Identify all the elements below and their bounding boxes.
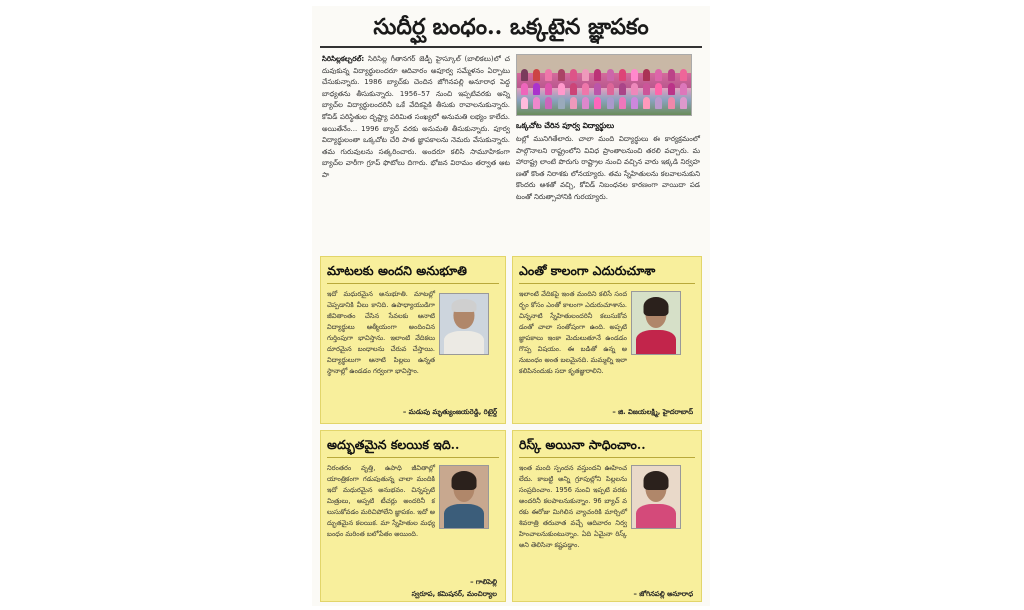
quote-box-4: [512, 430, 702, 602]
portrait-hair: [452, 471, 477, 490]
photo-row-back: [521, 69, 687, 81]
quote-box-rule: [519, 283, 695, 284]
quote-box-text: నిరంతరం వృత్తి, ఉపాధి జీవితాల్లో యాంత్రికంగా గడుపుతున్న చాలా మందికి ఇదో మధురమైన అనుభవం. చిన్నప్పటి మిత్రులు, అప్పటి టీచర్లు అందరినీ కలుసుకోవడం మరిచిపోలేని జ్ఞాపకం. ఇదో అద్భుతమైన కలయిక. మా స్నేహితుల మధ్య బంధం మరింత బలోపేతం అయింది.: [327, 464, 435, 538]
quote-box-rule: [327, 457, 499, 458]
quote-box-text: ఇలాంటి వేదికపై ఇంత మందిని కలిసే సందర్భం కోసం ఎంతో కాలంగా ఎదురుచూశాను. చిన్ననాటి స్నేహితులందరినీ కలుసుకోవడంతో చాలా సంతోషంగా ఉంది. అప్పటి జ్ఞాపకాలు ఇంకా మెదులుతూనే ఉండడం గొప్ప విషయం. ఈ బడితో ఉన్న అనుబంధం అంత బలమైనది. మమ్మల్ని ఇలా కలిపినందుకు సదా కృతజ్ఞురాలిని.: [519, 290, 627, 375]
quote-box-3: [320, 430, 506, 602]
portrait-body: [444, 331, 484, 354]
photo-row-middle: [521, 83, 687, 95]
portrait-icon: [631, 465, 681, 529]
portrait-icon: [439, 465, 489, 529]
quote-box-title: రిస్క్‌ అయినా సాధించాం..: [519, 437, 646, 452]
portrait-body: [636, 330, 676, 354]
portrait-hair: [644, 297, 669, 316]
headline-rule: [320, 46, 702, 48]
photo-caption: ఒక్కచోట చేరిన పూర్వ విద్యార్థులు: [516, 121, 615, 130]
newspaper-clipping: [312, 6, 710, 606]
quote-box-title: ఎంతో కాలంగా ఎదురుచూశా: [519, 263, 656, 278]
portrait-icon: [439, 293, 489, 355]
portrait-hair: [644, 471, 669, 490]
article-body-right: టల్లో మునిగితేలారు. చాలా మంది విద్యార్థులు ఈ కార్యక్రమంలో పాల్గొనాలని రాష్ట్రంలోని వివిధ ప్రాంతాలనుంచి తరలి వచ్చారు. మహారాష్ట్ర లాంటి పొరుగు రాష్ట్రాల నుంచి వచ్చిన వారు ఇక్కడి నిర్వహణతో కొంత నిరాశకు లోనయ్యారు. తమ స్నేహితులను కలవాలనుకుని కొందరు ఆశతో వచ్చి, కోవిడ్‌ నిబంధనల కారణంగా వాయిదా పడటంతో నిరుత్సాహానికి గురయ్యారు.: [516, 135, 700, 201]
article-body-left: సిరిసిల్ల గీతానగర్‌ జెడ్పీ హైస్కూల్‌ (బాలికలు)లో చదువుకున్న విద్యార్థులందరూ ఆదివారం అపూర్వ సమ్మేళనం ఏర్పాటు చేసుకున్నారు. 1986 బ్యాచ్‌కు చెందిన జోగినపల్లి అనూరాధ పెద్ద బాధ్యతను తీసుకున్నారు. 1956–57 నుంచి ఇప్పటివరకు అన్ని బ్యాచ్‌ల విద్యార్థులందరినీ ఒకే వేదికపైకి తీసుకు రావాలనుకున్నారు. కోవిడ్‌ పరిస్థితుల దృష్ట్యా పరిమిత సంఖ్యలో అనుమతి లభ్యం కాలేదు. అయితేనేం... 1996 బ్యాచ్‌ వరకు అనుమతి తీసుకున్నారు. పూర్వ విద్యార్థులంతా ఒక్కచోట చేరి పాత జ్ఞాపకాలను నెమరు వేసుకున్నారు. తమ గురువులను సత్కరించారు. అందరూ కలిసి సామూహికంగా బ్యాచ్‌ల వారీగా గ్రూప్‌ ఫొటోలు దిగారు. భోజన విరామం తర్వాత ఆటపా: [322, 55, 510, 179]
quote-box-rule: [519, 457, 695, 458]
quote-box-text: ఇంత మంది స్పందన వస్తుందని ఊహించలేదు. కాబట్టి అన్ని గ్రూపుల్లోని పిల్లలను సంప్రదించాం. 1956 నుంచి ఇప్పటి వరకు అందరినీ కలపాలనుకున్నాం. 96 బ్యాచ్‌ వరకు ఈరోజు మిగిలిన వ్యాచంరికి మార్చిలో శివరాత్రి తరువాత వచ్చే ఆదివారం నిర్వహించాలనుకుంటున్నాం. ఏది ఏమైనా రిస్క్‌ అని తెలిసినా కష్టపడ్డాం.: [519, 464, 627, 549]
article-column-left: [322, 54, 510, 248]
photo-row-front: [521, 97, 687, 109]
portrait-hair: [452, 299, 477, 312]
quote-box-signature: – గాలిపెల్లి: [470, 578, 497, 586]
portrait-body: [444, 504, 484, 528]
portrait-icon: [631, 291, 681, 355]
portrait-body: [636, 504, 676, 528]
quote-box-1: [320, 256, 506, 424]
quote-box-title: మాటలకు అందని అనుభూతి: [327, 263, 467, 278]
quote-box-signature-line-2: స్వరూప, కమిషనర్‌, మంచిర్యాల: [411, 590, 497, 598]
dateline: సిరిసిల్లకల్చరల్‌:: [322, 55, 365, 63]
quote-box-signature: – మడుపు మృత్యుంజయరెడ్డి, రిటైర్డ్‌: [402, 408, 497, 416]
quote-box-signature: – జి. విజయలక్ష్మి, హైదరాబాద్‌: [612, 408, 693, 416]
quote-box-rule: [327, 283, 499, 284]
quote-box-title: అద్భుతమైన కలయిక ఇది..: [327, 437, 460, 452]
quote-box-signature: – జోగినపల్లి అనూరాధ: [633, 590, 693, 598]
group-photo-icon: [516, 54, 692, 116]
quote-box-2: [512, 256, 702, 424]
quote-box-text: ఇదో మధురమైన అనుభూతి. మాటల్లో చెప్పడానికి వీలు కానిది. ఉపాధ్యాయుడిగా జీవితాంతం చేసిన సేవలకు ఆనాటి విద్యార్థులు ఆత్మీయంగా అందించిన గుర్తింపుగా భావిస్తాను. ఇలాంటి వేదికలు దూరమైన బంధాలను చేరువ చేస్తాయి. విద్యార్థులుగా ఆనాటి పిల్లలు ఉన్నత స్థానాల్లో ఉండడం గర్వంగా భావిస్తాం.: [327, 290, 435, 375]
headline: సుదీర్ఘ బంధం.. ఒక్కటైన జ్ఞాపకం: [373, 14, 649, 40]
